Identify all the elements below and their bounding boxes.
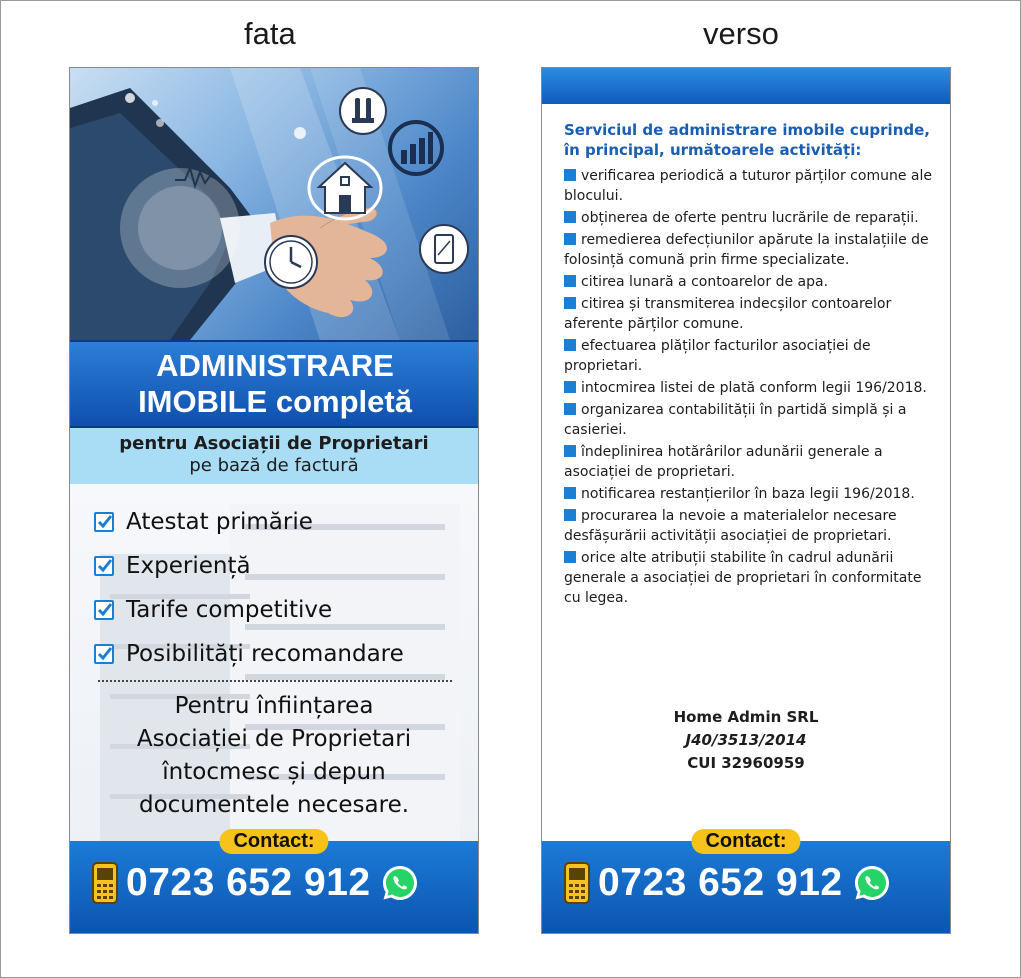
front-label: fata [244, 16, 296, 51]
title-line-2: IMOBILE completă [138, 384, 412, 419]
company-cui: CUI 32960959 [687, 754, 805, 772]
feature-item [94, 588, 404, 632]
bullet-square-icon [564, 487, 576, 499]
activity-text: organizarea contabilității în partidă simplă și a casieriei. [564, 402, 907, 438]
feature-label: Posibilități recomandare [126, 641, 404, 667]
whatsapp-icon[interactable] [853, 864, 891, 902]
activity-item [564, 442, 936, 482]
bullet-square-icon [564, 509, 576, 521]
activity-text: efectuarea plăților facturilor asociației de proprietari. [564, 338, 871, 374]
company-registration: J40/3513/2014 [685, 731, 807, 749]
title-band [69, 340, 479, 428]
bullet-square-icon [564, 169, 576, 181]
activity-text: îndeplinirea hotărârilor adunării generale a asociației de proprietari. [564, 444, 883, 480]
activity-item [564, 166, 936, 206]
contact-label: Contact: [691, 829, 800, 854]
feature-item [94, 500, 404, 544]
dotted-divider [98, 680, 452, 682]
feature-label: Atestat primărie [126, 509, 313, 535]
activity-text: remedierea defecțiunilor apărute la instalațiile de folosință comună prin firme specializate. [564, 232, 929, 268]
feature-label: Tarife competitive [126, 597, 333, 623]
activity-item [564, 548, 936, 608]
back-top-band [542, 68, 950, 104]
note-line: Pentru înființarea [174, 693, 374, 719]
activity-item [564, 506, 936, 546]
activity-item [564, 378, 936, 398]
feature-label: Experiență [126, 553, 251, 579]
activity-item [564, 400, 936, 440]
note-line: Asociației de Proprietari [136, 726, 412, 752]
back-flyer [541, 67, 951, 934]
activities-list [564, 166, 936, 610]
whatsapp-icon[interactable] [381, 864, 419, 902]
checkbox-icon [94, 556, 114, 576]
activity-text: intocmirea listei de plată conform legii 196/2018. [581, 380, 927, 396]
phone-number[interactable]: 0723 652 912 [598, 861, 843, 904]
activity-item [564, 294, 936, 334]
subtitle-line-1: pentru Asociații de Proprietari [119, 433, 429, 454]
bullet-square-icon [564, 403, 576, 415]
heading-line: în principal, următoarele activități: [564, 141, 862, 159]
activity-text: citirea lunară a contoarelor de apa. [581, 274, 829, 290]
company-name: Home Admin SRL [673, 708, 819, 726]
bullet-square-icon [564, 551, 576, 563]
activity-item [564, 336, 936, 376]
feature-item [94, 544, 404, 588]
bullet-square-icon [564, 445, 576, 457]
features-list [94, 500, 404, 676]
note-line: întocmesc și depun [162, 759, 386, 785]
bullet-square-icon [564, 297, 576, 309]
phone-row [92, 861, 419, 905]
founding-note [70, 690, 478, 822]
phone-number[interactable]: 0723 652 912 [126, 861, 371, 904]
title-line-1: ADMINISTRARE [156, 348, 394, 383]
bullet-square-icon [564, 211, 576, 223]
mobile-phone-icon [92, 862, 118, 904]
contact-band [70, 830, 478, 934]
bullet-square-icon [564, 381, 576, 393]
subtitle-line-2: pe bază de factură [189, 455, 359, 476]
heading-line: Serviciul de administrare imobile cuprinde, [564, 121, 930, 139]
activity-text: orice alte atribuții stabilite în cadrul adunării generale a asociației de proprietari în conformitate cu legea. [564, 550, 922, 606]
mobile-phone-icon [564, 862, 590, 904]
checkbox-icon [94, 600, 114, 620]
bullet-square-icon [564, 233, 576, 245]
activity-text: verificarea periodică a tuturor părților comune ale blocului. [564, 168, 932, 204]
company-info [542, 706, 950, 775]
activity-text: notificarea restanțierilor în baza legii 196/2018. [581, 486, 915, 502]
note-line: documentele necesare. [138, 792, 410, 818]
phone-row [564, 861, 891, 905]
activity-text: procurarea la nevoie a materialelor necesare desfășurării activității asociației de proprietari. [564, 508, 897, 544]
hero-image [70, 68, 478, 340]
tools-icon [338, 86, 388, 136]
bullet-square-icon [564, 339, 576, 351]
bullet-square-icon [564, 275, 576, 287]
activity-item [564, 272, 936, 292]
chart-icon [388, 120, 444, 176]
clock-icon [263, 234, 319, 290]
tablet-icon [418, 223, 470, 275]
contact-label: Contact: [219, 829, 328, 854]
features-area [70, 484, 478, 841]
house-icon [305, 153, 385, 223]
activity-item [564, 484, 936, 504]
checkbox-icon [94, 644, 114, 664]
back-label: verso [703, 16, 779, 51]
activity-text: obținerea de oferte pentru lucrările de reparații. [581, 210, 919, 226]
contact-band [542, 830, 950, 934]
subtitle-band [70, 428, 478, 484]
feature-item [94, 632, 404, 676]
activity-item [564, 230, 936, 270]
services-heading [564, 120, 934, 160]
checkbox-icon [94, 512, 114, 532]
activity-text: citirea și transmiterea indecșilor contoarelor aferente părților comune. [564, 296, 892, 332]
front-flyer [69, 67, 479, 934]
activity-item [564, 208, 936, 228]
